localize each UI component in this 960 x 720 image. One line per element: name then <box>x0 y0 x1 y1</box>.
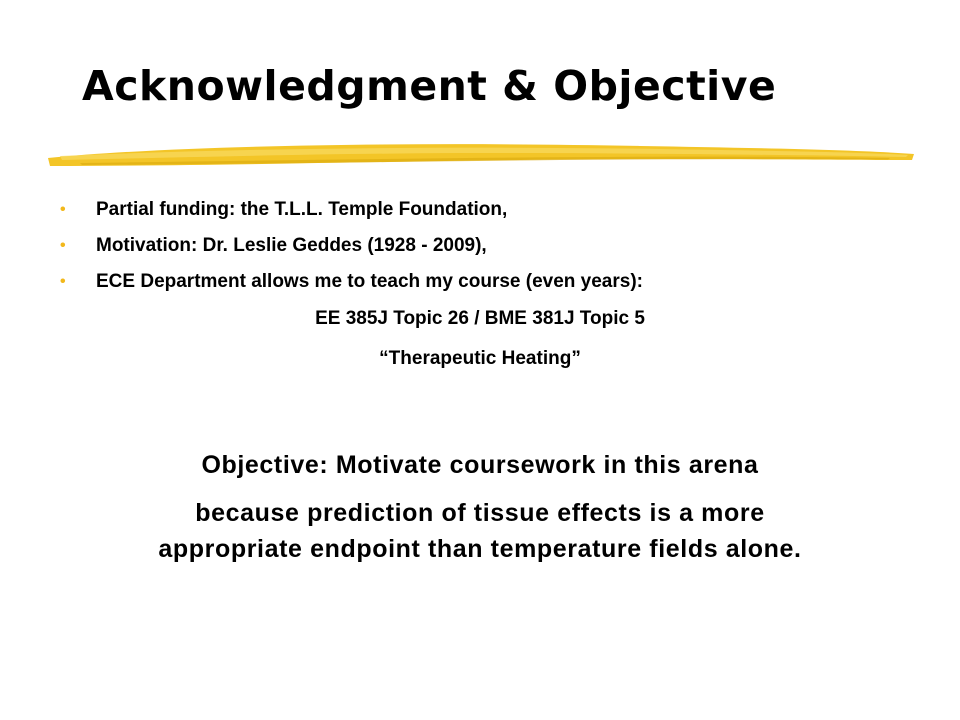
course-number-line: EE 385J Topic 26 / BME 381J Topic 5 <box>315 308 645 329</box>
bullet-item-motivation <box>60 228 920 264</box>
bullet-dot-icon: • <box>60 237 66 254</box>
bullet-list <box>60 192 920 300</box>
objective-heading: Objective: Motivate coursework in this arena <box>201 451 759 479</box>
title-underline-brushstroke <box>40 136 920 176</box>
bullet-text: Motivation: Dr. Leslie Geddes (1928 - 2009), <box>96 235 487 256</box>
objective-line-2: because prediction of tissue effects is a more <box>195 499 765 527</box>
objective-line-3: appropriate endpoint than temperature fields alone. <box>158 535 802 563</box>
bullet-dot-icon: • <box>60 273 66 290</box>
bullet-text: ECE Department allows me to teach my course (even years): <box>96 271 643 292</box>
slide-title: Acknowledgment & Objective <box>82 62 777 110</box>
bullet-item-department <box>60 264 920 300</box>
bullet-item-funding <box>60 192 920 228</box>
bullet-text: Partial funding: the T.L.L. Temple Foundation, <box>96 199 508 220</box>
course-title-line: “Therapeutic Heating” <box>379 348 581 369</box>
bullet-dot-icon: • <box>60 201 66 218</box>
